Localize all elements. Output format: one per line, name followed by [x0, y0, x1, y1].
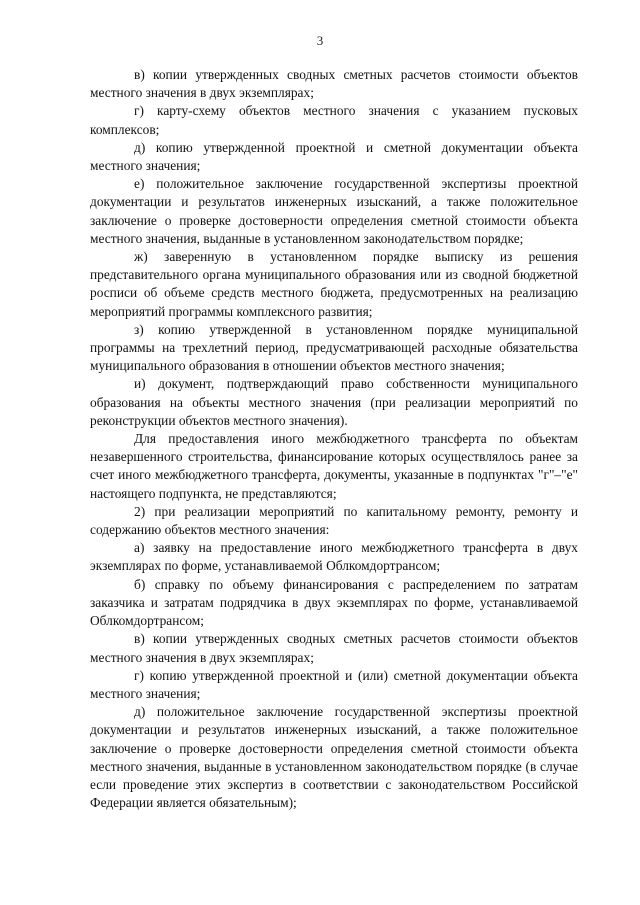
paragraph-zh: ж) заверенную в установленном порядке выписку из решения представительного органа муниципального образования или из сводной бюджетной росписи об объеме средств местного бюджета, предусмотренных на реализацию мероприятий программы комплексного развития;	[90, 249, 578, 319]
paragraph-transfer-note: Для предоставления иного межбюджетного трансферта по объектам незавершенного строительства, финансирование которых осуществлялось ранее за счет иного межбюджетного трансферта, документы, указанные в подпунктах "г"–"е" настоящего подпункта, не представляются;	[90, 431, 578, 501]
paragraph-z: з) копию утвержденной в установленном порядке муниципальной программы на трехлетний период, предусматривающей расходные обязательства муниципального образования в отношении объектов местного значения;	[90, 321, 578, 374]
paragraph-g2: г) копию утвержденной проектной и (или) сметной документации объекта местного значения;	[90, 667, 578, 701]
paragraph-g: г) карту-схему объектов местного значения с указанием пусковых комплексов;	[90, 103, 578, 137]
paragraph-e: е) положительное заключение государственной экспертизы проектной документации и результатов инженерных изысканий, а также положительное заключение о проверке достоверности определения сметной стоимости объекта местного значения, выданные в установленном законодательством порядке;	[90, 176, 578, 246]
document-body	[90, 66, 578, 812]
paragraph-a: а) заявку на предоставление иного межбюджетного трансферта в двух экземплярах по форме, устанавливаемой Облкомдортрансом;	[90, 540, 578, 574]
paragraph-v: в) копии утвержденных сводных сметных расчетов стоимости объектов местного значения в двух экземплярах;	[90, 67, 578, 101]
paragraph-i: и) документ, подтверждающий право собственности муниципального образования на объекты местного значения (при реализации мероприятий по реконструкции объектов местного значения).	[90, 376, 578, 428]
page-number: 3	[316, 33, 324, 48]
paragraph-d2: д) положительное заключение государственной экспертизы проектной документации и результатов инженерных изысканий, а также положительное заключение о проверке достоверности определения сметной стоимости объекта местного значения, выданные в установленном законодательством порядке (в случае если проведение этих экспертиз в соответствии с законодательством Российской Федерации является обязательным);	[90, 704, 578, 811]
paragraph-item-2: 2) при реализации мероприятий по капитальному ремонту, ремонту и содержанию объектов местного значения:	[90, 503, 578, 538]
paragraph-v2: в) копии утвержденных сводных сметных расчетов стоимости объектов местного значения в двух экземплярах;	[90, 631, 578, 665]
paragraph-b: б) справку по объему финансирования с распределением по затратам заказчика и затратам подрядчика в двух экземплярах по форме, устанавливаемой Облкомдортрансом;	[90, 576, 578, 629]
paragraph-d: д) копию утвержденной проектной и сметной документации объекта местного значения;	[90, 139, 578, 174]
